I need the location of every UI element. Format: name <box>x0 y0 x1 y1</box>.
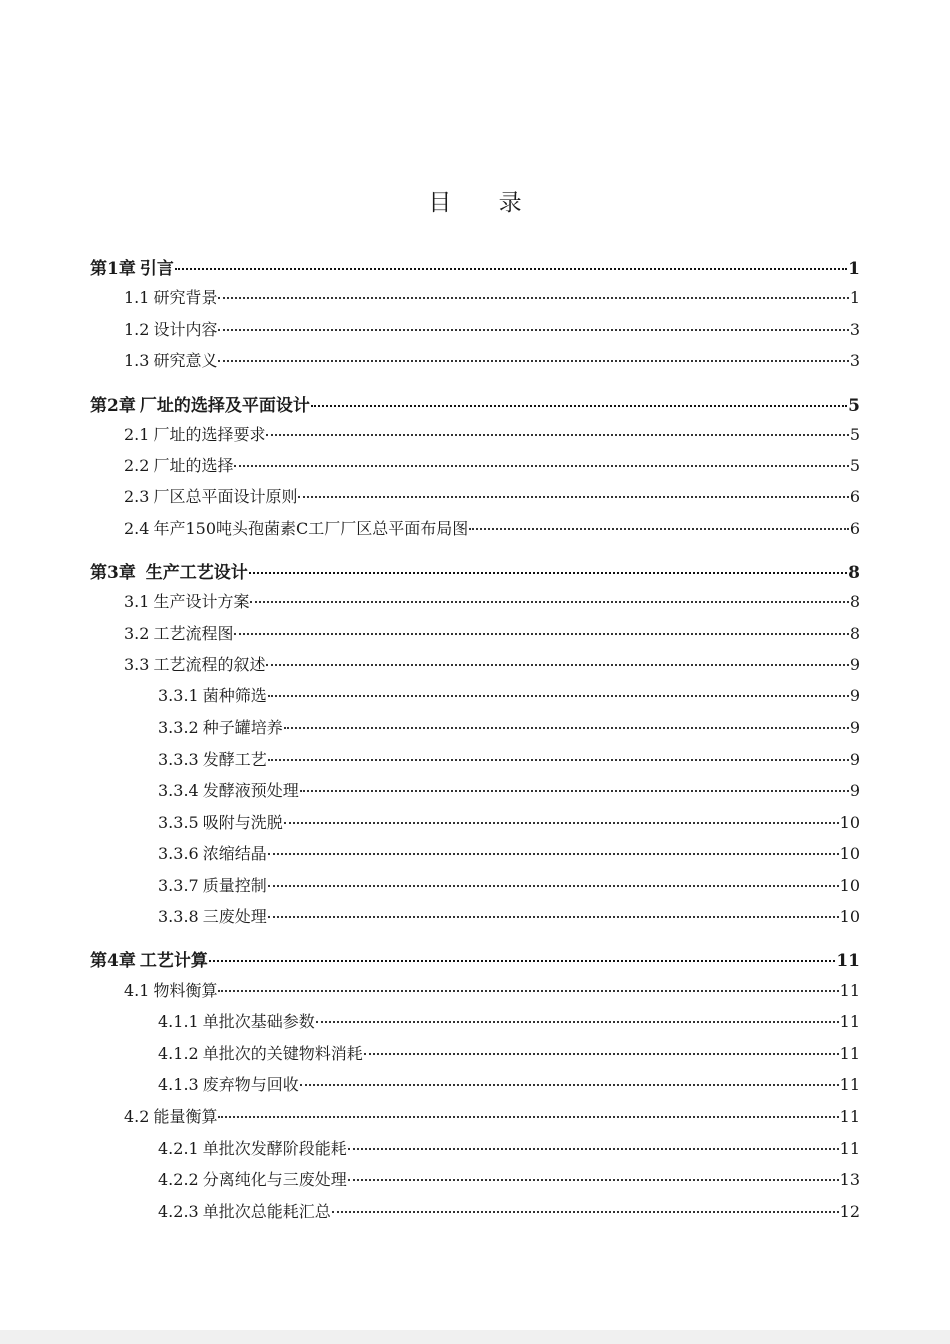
toc-entry[interactable] <box>158 747 860 770</box>
toc-leader-dots <box>218 297 848 299</box>
toc-entry-number: 1.2 <box>124 320 150 339</box>
toc-entry[interactable] <box>158 1009 860 1032</box>
toc-entry-title: 能量衡算 <box>153 1107 218 1126</box>
toc-entry-page: 10 <box>839 876 860 895</box>
toc-entry-page: 13 <box>839 1170 860 1189</box>
toc-entry-title: 厂址的选择要求 <box>153 425 266 444</box>
toc-entry-title: 研究背景 <box>153 288 218 307</box>
toc-leader-dots <box>300 790 849 792</box>
toc-entry-number: 3.3.7 <box>158 876 199 895</box>
toc-leader-dots <box>234 465 848 467</box>
toc-entry-title: 年产150吨头孢菌素C工厂厂区总平面布局图 <box>153 519 469 538</box>
toc-entry-page: 10 <box>839 907 860 926</box>
toc-leader-dots <box>175 268 847 270</box>
toc-entry-title: 引言 <box>139 259 174 279</box>
toc-entry[interactable] <box>158 873 860 896</box>
toc-entry-title: 单批次发酵阶段能耗 <box>202 1139 347 1158</box>
toc-entry-number: 3.3.5 <box>158 813 199 832</box>
toc-entry-title: 生产设计方案 <box>153 592 250 611</box>
toc-entry-number: 4.1 <box>124 981 150 1000</box>
toc-leader-dots <box>218 1116 838 1118</box>
toc-leader-dots <box>268 695 849 697</box>
toc-leader-dots <box>234 633 848 635</box>
toc-entry-number: 4.1.1 <box>158 1012 199 1031</box>
toc-entry-number: 3.3.2 <box>158 718 199 737</box>
toc-entry-number: 3.3.4 <box>158 781 199 800</box>
toc-entry-title: 厂址的选择及平面设计 <box>139 396 310 416</box>
toc-entry-title: 废弃物与回收 <box>202 1075 299 1094</box>
toc-entry-number: 3.2 <box>124 624 150 643</box>
toc-entry[interactable] <box>90 946 860 971</box>
toc-leader-dots <box>348 1148 839 1150</box>
toc-entry[interactable] <box>158 1167 860 1190</box>
toc-entry-page: 11 <box>836 951 860 971</box>
toc-leader-dots <box>332 1211 839 1213</box>
toc-entry-title: 物料衡算 <box>153 981 218 1000</box>
toc-entry-page: 3 <box>849 351 860 370</box>
toc-entry[interactable] <box>124 978 860 1001</box>
toc-entry-title: 研究意义 <box>153 351 218 370</box>
toc-entry[interactable] <box>90 391 860 416</box>
toc-entry-page: 11 <box>839 981 860 1000</box>
toc-entry-page: 8 <box>849 592 860 611</box>
toc-entry-title: 单批次基础参数 <box>202 1012 315 1031</box>
toc-leader-dots <box>268 885 839 887</box>
toc-entry-number: 第2章 <box>90 396 136 416</box>
toc-leader-dots <box>268 759 849 761</box>
toc-entry-number: 2.2 <box>124 456 150 475</box>
toc-entry-number: 3.3.8 <box>158 907 199 926</box>
toc-leader-dots <box>348 1179 839 1181</box>
toc-entry[interactable] <box>124 652 860 675</box>
toc-leader-dots <box>364 1053 839 1055</box>
toc-entry[interactable] <box>158 904 860 927</box>
toc-entry[interactable] <box>158 810 860 833</box>
toc-entry[interactable] <box>124 484 860 507</box>
toc-entry-title: 质量控制 <box>202 876 267 895</box>
toc-entry-title: 单批次的关键物料消耗 <box>202 1044 363 1063</box>
toc-entry[interactable] <box>90 558 860 583</box>
toc-entry-page: 10 <box>839 813 860 832</box>
toc-entry-page: 11 <box>839 1139 860 1158</box>
toc-entry-number: 2.1 <box>124 425 150 444</box>
toc-title: 目 录 <box>428 190 542 216</box>
toc-entry-title: 单批次总能耗汇总 <box>202 1202 331 1221</box>
toc-leader-dots <box>249 572 847 574</box>
toc-entry-title: 吸附与洗脱 <box>202 813 283 832</box>
toc-entry-page: 9 <box>849 781 860 800</box>
toc-entry-page: 5 <box>849 456 860 475</box>
toc-entry-title: 发酵工艺 <box>202 750 267 769</box>
toc-entry-page: 5 <box>849 425 860 444</box>
toc-entry[interactable] <box>124 1104 860 1127</box>
toc-entry-number: 4.1.2 <box>158 1044 199 1063</box>
toc-entry-page: 10 <box>839 844 860 863</box>
toc-entry-number: 4.2 <box>124 1107 150 1126</box>
toc-entry-page: 9 <box>849 718 860 737</box>
toc-entry-page: 11 <box>839 1107 860 1126</box>
toc-leader-dots <box>266 434 848 436</box>
toc-entry[interactable] <box>158 715 860 738</box>
toc-leader-dots <box>218 329 848 331</box>
toc-entry[interactable] <box>158 683 860 706</box>
toc-entry-page: 8 <box>848 563 860 583</box>
toc-entry-number: 3.3.1 <box>158 686 199 705</box>
toc-entry-title: 厂区总平面设计原则 <box>153 487 298 506</box>
toc-leader-dots <box>250 601 848 603</box>
toc-leader-dots <box>298 496 848 498</box>
toc-entry-title: 生产工艺设计 <box>139 563 248 583</box>
toc-entry-page: 5 <box>848 396 860 416</box>
toc-leader-dots <box>316 1021 839 1023</box>
toc-entry-number: 2.3 <box>124 487 150 506</box>
toc-entry-number: 4.2.2 <box>158 1170 199 1189</box>
toc-leader-dots <box>284 727 849 729</box>
toc-leader-dots <box>268 916 839 918</box>
toc-entry-number: 3.3.6 <box>158 844 199 863</box>
toc-leader-dots <box>218 990 838 992</box>
toc-entry[interactable] <box>124 348 860 371</box>
toc-entry-number: 3.1 <box>124 592 150 611</box>
toc-entry-page: 9 <box>849 686 860 705</box>
toc-entry[interactable] <box>124 453 860 476</box>
toc-entry[interactable] <box>158 1136 860 1159</box>
toc-entry-number: 第1章 <box>90 259 136 279</box>
toc-entry[interactable] <box>158 1199 860 1222</box>
toc-entry-number: 3.3.3 <box>158 750 199 769</box>
toc-leader-dots <box>311 405 847 407</box>
toc-entry-title: 发酵液预处理 <box>202 781 299 800</box>
toc-leader-dots <box>268 853 839 855</box>
toc-entry-title: 浓缩结晶 <box>202 844 267 863</box>
toc-entry-title: 工艺流程图 <box>153 624 234 643</box>
toc-entry-number: 第4章 <box>90 951 136 971</box>
toc-entry-number: 4.2.1 <box>158 1139 199 1158</box>
toc-entry-number: 1.1 <box>124 288 150 307</box>
toc-leader-dots <box>469 528 849 530</box>
toc-leader-dots <box>284 822 839 824</box>
toc-entry-page: 6 <box>849 487 860 506</box>
toc-entry-number: 4.2.3 <box>158 1202 199 1221</box>
toc-entry[interactable] <box>90 254 860 279</box>
toc-entry-number: 1.3 <box>124 351 150 370</box>
toc-entry-number: 4.1.3 <box>158 1075 199 1094</box>
toc-entry-page: 1 <box>849 288 860 307</box>
toc-entry-page: 11 <box>839 1012 860 1031</box>
toc-entry[interactable] <box>158 1041 860 1064</box>
toc-entry[interactable] <box>158 778 860 801</box>
toc-entry[interactable] <box>124 621 860 644</box>
toc-entry[interactable] <box>124 589 860 612</box>
toc-entry-page: 8 <box>849 624 860 643</box>
toc-entry-page: 9 <box>849 655 860 674</box>
toc-leader-dots <box>266 664 848 666</box>
toc-leader-dots <box>209 960 835 962</box>
toc-entry[interactable] <box>124 285 860 308</box>
toc-entry-title: 厂址的选择 <box>153 456 234 475</box>
toc-entry-title: 设计内容 <box>153 320 218 339</box>
toc-leader-dots <box>218 360 848 362</box>
toc-entry-number: 第3章 <box>90 563 136 583</box>
toc-entry-title: 种子罐培养 <box>202 718 283 737</box>
toc-entry-page: 12 <box>839 1202 860 1221</box>
toc-entry-page: 11 <box>839 1044 860 1063</box>
toc-entry-page: 11 <box>839 1075 860 1094</box>
toc-entry-title: 分离纯化与三废处理 <box>202 1170 347 1189</box>
toc-entry-page: 6 <box>849 519 860 538</box>
toc-entry-number: 3.3 <box>124 655 150 674</box>
toc-entry[interactable] <box>158 1072 860 1095</box>
toc-entry-page: 1 <box>848 259 860 279</box>
toc-entry-number: 2.4 <box>124 519 150 538</box>
toc-entry-page: 9 <box>849 750 860 769</box>
toc-entry-title: 工艺计算 <box>139 951 208 971</box>
page-bottom-strip <box>0 1330 950 1344</box>
toc-entry-title: 菌种筛选 <box>202 686 267 705</box>
toc-entry[interactable] <box>158 841 860 864</box>
toc-entry-title: 工艺流程的叙述 <box>153 655 266 674</box>
toc-leader-dots <box>300 1084 839 1086</box>
toc-entry-page: 3 <box>849 320 860 339</box>
toc-entry[interactable] <box>124 422 860 445</box>
toc-entry-title: 三废处理 <box>202 907 267 926</box>
toc-entry[interactable] <box>124 516 860 539</box>
toc-entry[interactable] <box>124 317 860 340</box>
